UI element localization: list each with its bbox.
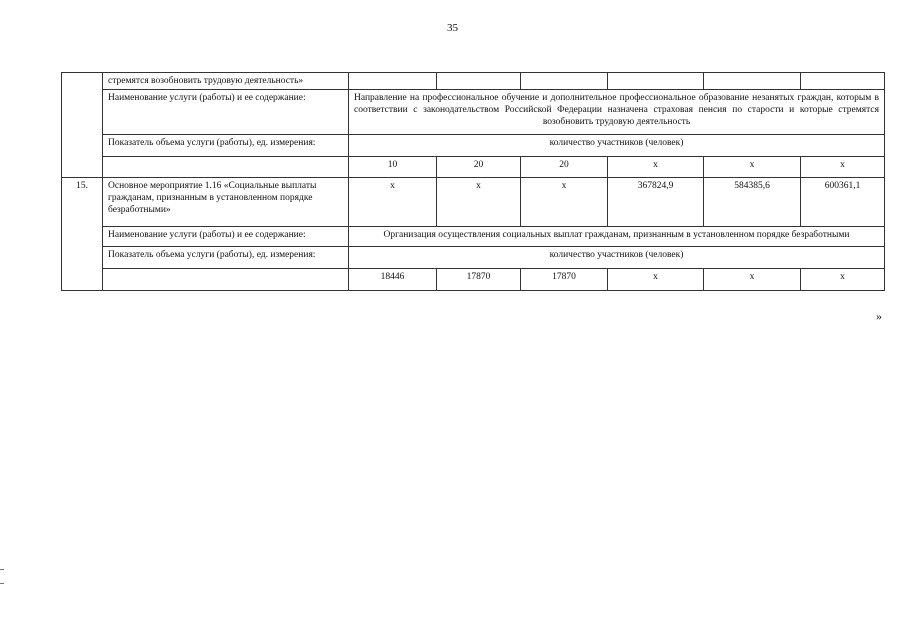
row-number: 15. [62, 178, 103, 291]
value-cell: 20 [521, 157, 608, 178]
value-cell: 17870 [521, 269, 608, 291]
value-cell [437, 73, 521, 90]
table-row-service-name [62, 90, 885, 135]
value-cell: х [608, 269, 704, 291]
row-label: Основное мероприятие 1.16 «Социальные выплаты гражданам, признанным в установленном порядке безработными» [103, 178, 349, 227]
value-cell: х [801, 269, 885, 291]
row-label-empty [103, 269, 349, 291]
program-table [61, 72, 885, 291]
table-row-continued [62, 73, 885, 90]
value-cell: х [704, 269, 801, 291]
value-cell: х [437, 178, 521, 227]
margin-mark [0, 569, 4, 570]
value-cell: 20 [437, 157, 521, 178]
margin-mark [0, 583, 4, 584]
table-row-service-name [62, 227, 885, 247]
row-label: Показатель объема услуги (работы), ед. измерения: [103, 247, 349, 269]
row-label: Наименование услуги (работы) и ее содержание: [103, 90, 349, 135]
value-cell [608, 73, 704, 90]
row-number-cell-empty [62, 73, 103, 178]
value-cell: х [521, 178, 608, 227]
value-cell: 17870 [437, 269, 521, 291]
value-cell: х [801, 157, 885, 178]
page-number: 35 [447, 22, 458, 34]
value-cell: х [704, 157, 801, 178]
row-label-empty [103, 157, 349, 178]
table-row-indicator [62, 135, 885, 157]
row-label: стремятся возобновить трудовую деятельность» [103, 73, 349, 90]
value-cell: 367824,9 [608, 178, 704, 227]
table-row-indicator [62, 247, 885, 269]
value-cell [349, 73, 437, 90]
closing-quote: » [876, 309, 882, 323]
value-cell: х [608, 157, 704, 178]
value-cell: 10 [349, 157, 437, 178]
indicator-content: количество участников (человек) [349, 135, 885, 157]
row-label: Показатель объема услуги (работы), ед. измерения: [103, 135, 349, 157]
value-cell [704, 73, 801, 90]
value-cell: 18446 [349, 269, 437, 291]
value-cell: 584385,6 [704, 178, 801, 227]
table-row-values [62, 269, 885, 291]
row-label: Наименование услуги (работы) и ее содержание: [103, 227, 349, 247]
value-cell [521, 73, 608, 90]
value-cell [801, 73, 885, 90]
service-content: Организация осуществления социальных выплат гражданам, признанным в установленном порядке безработными [349, 227, 885, 247]
indicator-content: количество участников (человек) [349, 247, 885, 269]
table-row-15 [62, 178, 885, 227]
table-row-values [62, 157, 885, 178]
value-cell: 600361,1 [801, 178, 885, 227]
service-content: Направление на профессиональное обучение и дополнительное профессиональное образование незанятых граждан, которым в соответствии с законодательством Российской Федерации назначена страховая пенсия по старости и которые стремятся возобновить трудовую деятельность [349, 90, 885, 135]
value-cell: х [349, 178, 437, 227]
